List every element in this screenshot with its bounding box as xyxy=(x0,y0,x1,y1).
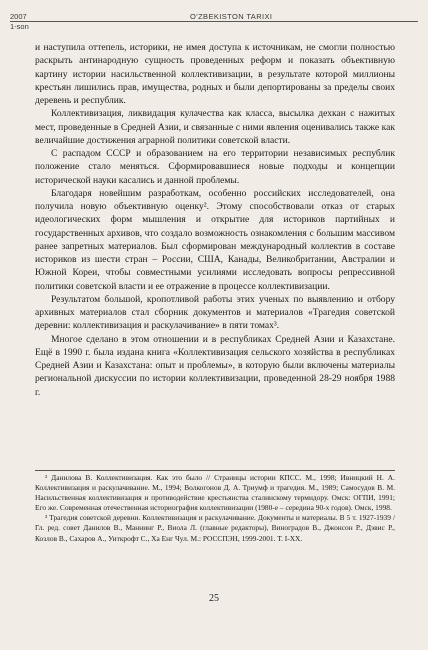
footnotes xyxy=(35,473,395,544)
body-text xyxy=(35,41,395,399)
page-number: 25 xyxy=(209,593,219,604)
paragraph: и наступила оттепель, историки, не имея доступа к источникам, не смогли полностью раскрыть антинародную сущность проведенных реформ и показать объективную картину истории насильственной коллективизации, в результате которой миллионы крестьян лишились прав, имущества, родных и были депортированы за пределы своих деревень и республик. xyxy=(35,42,395,106)
footnote: ² Данилова В. Коллективизация. Как это было // Страницы истории КПСС. М., 1998; Ивницкий Н. А. Коллективизация и раскулачивание. М., 1994; Волкогонов Д. А. Триумф и трагедия. М., 1989; Самосудов В. М. Насильственная коллективизация и противодействие крестьянства сталинскому термидору. Омск: ОГПИ, 1991; Его же. Современная отечественная историография коллективизации (1980-е – середина 90-х годов). Омск, 1998. xyxy=(35,473,395,513)
paragraph: Благодаря новейшим разработкам, особенно российских исследователей, она получила новую объективную оценку². Этому способствовали отказ от старых идеологических форм мышления и открытие для историков партийных и государственных архивов, что создало возможность ознакомления с большим массивом ранее запретных материалов. Был сформирован международный коллектив в составе историков из шести стран – России, США, Канады, Великобритании, Австралии и Южной Кореи, чтобы совместными усилиями исследовать вопросы репрессивной политики советской власти и ее отражение в процессе коллективизации. xyxy=(35,187,395,292)
header-journal-title: O'ZBEKISTON TARIXI xyxy=(190,12,273,21)
header-rule xyxy=(10,21,418,22)
paragraph: С распадом СССР и образованием на его территории независимых республик положение стало меняться. Сформировавшиеся новые подходы и концепции исторической науки касались и данной проблемы. xyxy=(35,148,395,186)
header-year: 2007 xyxy=(10,12,27,21)
paragraph: Результатом большой, кропотливой работы этих ученых по выявлению и отбору архивных материалов стал сборник документов и материалов «Трагедия советской деревни: коллективизация и раскулачивание» в пяти томах³. xyxy=(35,293,395,332)
paragraph: Коллективизация, ликвидация кулачества как класса, высылка дехкан с нажитых мест, проведенные в Средней Азии, и связанные с ними явления оценивались также как величайшие достижения аграрной политики советской власти. xyxy=(35,108,395,146)
paragraph: Многое сделано в этом отношении и в республиках Средней Азии и Казахстане. Ещё в 1990 г. была издана книга «Коллективизация сельского хозяйства в республиках Средней Азии и Казахстана: опыт и проблемы», в которую были включены материалы региональной дискуссии по истории коллективизации, проведенной 28-29 ноября 1988 г. xyxy=(35,333,395,398)
footnote-rule xyxy=(35,470,395,471)
footnote: ³ Трагедия советской деревни. Коллективизация и раскулачивание. Документы и материалы. В 5 т. 1927-1939 / Гл. ред. совет Данилов В., Маннинг Р., Виола Л. (главные редакторы), Виноградов В., Джонсон Р., Дэвис Р., Козлов В., Сахаров А., Уиткрофт С., Ха Енг Чул. М.: РОССПЭН, 1999-2001. Т. I-XX. xyxy=(35,513,395,543)
header-issue: 1-son xyxy=(10,22,29,31)
